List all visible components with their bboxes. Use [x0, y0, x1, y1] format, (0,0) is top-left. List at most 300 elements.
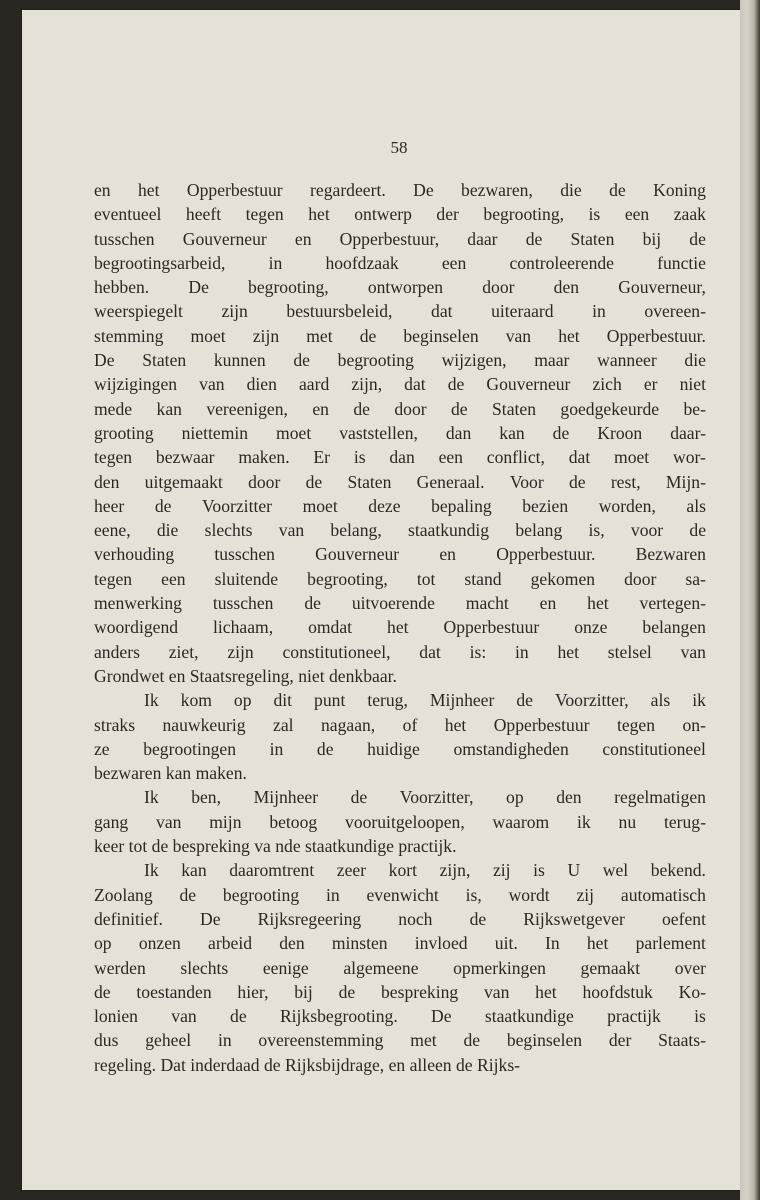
word: en	[312, 398, 329, 419]
word: invloed	[414, 933, 468, 954]
text-line	[94, 348, 706, 372]
word: er	[643, 374, 658, 395]
word: Opperbestuur	[493, 714, 590, 735]
word: kan	[156, 398, 182, 419]
word: met	[410, 1030, 437, 1051]
word: de	[230, 1006, 247, 1027]
word: de	[179, 884, 197, 905]
word: uit.	[494, 933, 518, 954]
word: zeer	[336, 860, 367, 881]
word: Voor	[509, 471, 544, 492]
word: voor	[630, 520, 664, 541]
word: ik	[577, 811, 591, 832]
word: in	[269, 738, 284, 759]
word: aard	[298, 374, 330, 395]
word: bij	[642, 228, 662, 249]
word: begrootingen	[143, 738, 237, 759]
text-line	[94, 202, 706, 226]
word: hoofdzaak	[325, 252, 399, 273]
word: de	[305, 471, 323, 492]
text-line	[94, 227, 706, 251]
word: het	[387, 617, 409, 638]
word: Gouverneur	[182, 228, 267, 249]
word: de	[350, 787, 368, 808]
word: kom	[180, 690, 212, 711]
word: practijk	[607, 1006, 661, 1027]
text-line	[94, 688, 706, 712]
word: toestanden	[136, 981, 212, 1002]
word: constitutioneel,	[282, 641, 391, 662]
word: De	[94, 350, 115, 371]
word: deze	[368, 495, 401, 516]
word: en	[439, 544, 456, 565]
word: tusschen	[214, 544, 275, 565]
text-line	[94, 518, 706, 542]
word: ben,	[191, 787, 222, 808]
word: regardeert.	[310, 180, 386, 200]
word: uiteraard	[491, 301, 554, 322]
word: en	[539, 593, 557, 614]
word: kunnen	[213, 350, 266, 371]
text-line	[94, 275, 706, 299]
text-line	[94, 737, 706, 761]
word: den	[279, 933, 305, 954]
word: terug,	[367, 690, 408, 711]
word: die	[684, 350, 706, 371]
word: tusschen	[94, 228, 155, 249]
word: gemaakt	[580, 957, 641, 978]
word: zal	[273, 714, 294, 735]
text-line	[94, 445, 706, 469]
word: zijn	[227, 641, 254, 662]
word: De	[188, 277, 209, 298]
word: begrootingsarbeid,	[94, 252, 226, 273]
word: evenwicht	[366, 884, 439, 905]
word: tusschen	[212, 593, 274, 614]
word: ontworpen	[367, 277, 444, 298]
word: bezwaren,	[461, 180, 533, 200]
word: dan	[389, 447, 415, 468]
word: het	[535, 981, 557, 1002]
word: van	[680, 641, 706, 662]
word: is	[353, 447, 366, 468]
word: kan	[499, 422, 525, 443]
word: mede	[94, 398, 133, 419]
word: Ik	[144, 690, 159, 711]
word: tegen	[94, 568, 133, 589]
word: dat	[568, 447, 591, 468]
word: Voorzitter,	[399, 787, 474, 808]
word: kan	[181, 860, 207, 881]
word: straks	[94, 714, 136, 735]
word: U	[567, 860, 581, 881]
word: wanneer	[597, 350, 657, 371]
word: moet	[614, 447, 650, 468]
text-line	[94, 1028, 706, 1052]
word: bepaling	[431, 495, 492, 516]
text-line	[94, 615, 706, 639]
word: het	[586, 933, 609, 954]
word: Er	[313, 447, 331, 468]
word: huidige	[367, 738, 420, 759]
word: rest,	[610, 471, 641, 492]
word: dat	[419, 641, 441, 662]
word: minsten	[331, 933, 388, 954]
word: Opperbestuur.	[606, 325, 706, 346]
word: de	[353, 398, 370, 419]
word: dus	[94, 1030, 119, 1051]
word: lichaam,	[213, 617, 274, 638]
word: de	[469, 908, 487, 929]
word: overeen-	[644, 301, 706, 322]
word: goedgekeurde	[560, 398, 660, 419]
text-line	[94, 567, 706, 591]
word: De	[413, 180, 434, 200]
word: van	[171, 1006, 197, 1027]
word: dat	[431, 301, 453, 322]
word: ziet,	[168, 641, 199, 662]
word: De	[199, 908, 221, 929]
word: van	[199, 374, 225, 395]
word: Opperbestuur	[443, 617, 540, 638]
word: een	[161, 568, 186, 589]
word: die	[156, 520, 179, 541]
word: is	[694, 1006, 706, 1027]
word: zijn	[252, 325, 280, 346]
word: belang	[515, 520, 563, 541]
word: Opperbestuur,	[339, 228, 440, 249]
word: het	[558, 325, 580, 346]
word: niettemin	[181, 422, 249, 443]
word: macht	[465, 593, 509, 614]
word: Zoolang	[94, 884, 153, 905]
word: tegen	[94, 447, 133, 468]
word: de	[568, 471, 586, 492]
word: is:	[469, 641, 487, 662]
word: definitief.	[94, 908, 163, 929]
word: in	[325, 884, 340, 905]
word: Staten	[347, 471, 392, 492]
word: Generaal.	[416, 471, 485, 492]
word: bij	[294, 981, 313, 1002]
text-line: Grondwet en Staatsregeling, niet denkbaar.	[94, 665, 397, 686]
word: de	[689, 520, 706, 541]
word: constitutioneel	[602, 738, 706, 759]
word: is	[533, 860, 545, 881]
word: zijn,	[439, 860, 471, 881]
word: der	[608, 1030, 632, 1051]
word: begrooting	[222, 884, 300, 905]
word: wor-	[673, 447, 706, 468]
word: moet	[302, 495, 338, 516]
word: de	[154, 495, 172, 516]
word: anders	[94, 641, 140, 662]
book-page	[22, 10, 740, 1190]
word: in	[217, 1030, 232, 1051]
word: het	[444, 714, 467, 735]
word: Kroon	[597, 422, 643, 443]
word: Ko-	[678, 981, 706, 1002]
word: daar-	[670, 422, 706, 443]
word: onzen	[138, 933, 181, 954]
text-line	[94, 785, 706, 809]
word: wel	[602, 860, 629, 881]
word: wordt	[508, 884, 550, 905]
word: die	[560, 180, 582, 200]
word: en	[94, 180, 111, 200]
word: kort	[388, 860, 418, 881]
text-line	[94, 299, 706, 323]
word: controleerende	[509, 252, 614, 273]
word: begrooting,	[248, 277, 329, 298]
word: de	[609, 180, 626, 200]
word: begrooting	[337, 350, 414, 371]
word: op	[94, 933, 112, 954]
word: door	[624, 568, 657, 589]
text-line	[94, 591, 706, 615]
word: ik	[692, 690, 706, 711]
text-line	[94, 251, 706, 275]
word: en	[294, 228, 312, 249]
word: de	[316, 738, 334, 759]
word: algemeene	[343, 957, 419, 978]
word: bezien	[522, 495, 569, 516]
word: Mijnheer	[253, 787, 319, 808]
word: belangen	[642, 617, 706, 638]
word: weerspiegelt	[94, 301, 183, 322]
word: niet	[679, 374, 706, 395]
word: functie	[657, 252, 706, 273]
text-line	[94, 397, 706, 421]
word: door	[482, 277, 515, 298]
word: uitvoerende	[351, 593, 435, 614]
text-line	[94, 421, 706, 445]
word: dit	[273, 690, 293, 711]
word: stand	[464, 568, 502, 589]
word: hier,	[237, 981, 269, 1002]
word: Gouverneur,	[618, 277, 706, 298]
word: van	[505, 325, 532, 346]
word: de	[338, 981, 356, 1002]
word: De	[431, 1006, 452, 1027]
word: als	[686, 495, 706, 516]
word: automatisch	[620, 884, 706, 905]
word: stemming	[94, 325, 164, 346]
word: vaststellen,	[339, 422, 418, 443]
word: begrooting,	[307, 568, 388, 589]
word: de	[525, 228, 543, 249]
word: een	[441, 252, 467, 273]
word: Rijkswetgever	[523, 908, 625, 929]
word: Koning	[653, 180, 706, 200]
word: slechts	[204, 520, 253, 541]
word: slechts	[180, 957, 229, 978]
word: bespreking	[381, 981, 459, 1002]
word: de	[516, 690, 533, 711]
word: moet	[190, 325, 226, 346]
word: Voorzitter	[201, 495, 273, 516]
word: Opperbestuur.	[496, 544, 596, 565]
word: zijn	[221, 301, 248, 322]
word: Gouverneur	[486, 374, 571, 395]
word: nauwkeurig	[162, 714, 246, 735]
word: zij	[576, 884, 595, 905]
word: staatkundig	[407, 520, 490, 541]
word: zaak	[673, 204, 706, 225]
word: den	[556, 787, 582, 808]
word: de	[304, 593, 321, 614]
word: terug-	[663, 811, 706, 832]
word: bekend.	[650, 860, 706, 881]
word: on-	[682, 714, 706, 735]
word: In	[545, 933, 560, 954]
word: grooting	[94, 422, 154, 443]
word: bestuursbeleid,	[286, 301, 393, 322]
word: Gouverneur	[315, 544, 400, 565]
word: den	[553, 277, 580, 298]
word: nagaan,	[320, 714, 376, 735]
word: Mijn-	[665, 471, 706, 492]
word: nu	[618, 811, 637, 832]
word: geheel	[145, 1030, 192, 1051]
word: daar	[467, 228, 498, 249]
word: betoog	[269, 811, 318, 832]
word: vereenigen,	[206, 398, 288, 419]
text-line: bezwaren kan maken.	[94, 763, 247, 784]
word: tegen	[616, 714, 656, 735]
book-gutter	[740, 0, 760, 1200]
word: waarom	[492, 811, 550, 832]
word: opmerkingen	[453, 957, 546, 978]
word: de	[293, 350, 310, 371]
word: gekomen	[530, 568, 596, 589]
word: sluitende	[214, 568, 279, 589]
word: het	[587, 593, 609, 614]
word: worden,	[598, 495, 656, 516]
word: of	[402, 714, 418, 735]
word: is,	[588, 520, 605, 541]
word: is	[588, 204, 601, 225]
word: vooruitgeloopen,	[345, 811, 465, 832]
word: Mijnheer	[429, 690, 495, 711]
word: Voorzitter,	[554, 690, 629, 711]
word: eenige	[262, 957, 309, 978]
word: omstandigheden	[453, 738, 569, 759]
word: parlement	[635, 933, 706, 954]
text-line	[94, 324, 706, 348]
word: Opperbestuur	[186, 180, 283, 200]
text-line	[94, 956, 706, 980]
body-text	[94, 178, 706, 1077]
word: Rijksbegrooting.	[279, 1006, 398, 1027]
word: met	[306, 325, 333, 346]
text-line: regeling. Dat inderdaad de Rijksbijdrage, en alleen de Rijks-	[94, 1054, 521, 1075]
word: de	[94, 981, 111, 1002]
word: ze	[94, 738, 110, 759]
word: begrooting,	[483, 204, 565, 225]
text-line	[94, 494, 706, 518]
word: conflict,	[486, 447, 545, 468]
word: dat	[404, 374, 426, 395]
word: zijn,	[351, 374, 383, 395]
word: zich	[592, 374, 622, 395]
word: staatkundige	[484, 1006, 574, 1027]
word: mijn	[209, 811, 242, 832]
word: wijzigen,	[441, 350, 507, 371]
word: van	[156, 811, 182, 832]
word: overeenstemming	[258, 1030, 384, 1051]
word: oefent	[662, 908, 706, 929]
word: eventueel	[94, 204, 162, 225]
word: maar	[534, 350, 570, 371]
word: arbeid	[208, 933, 253, 954]
word: het	[138, 180, 160, 200]
word: op	[506, 787, 524, 808]
text-line	[94, 178, 706, 202]
word: beginselen	[506, 1030, 583, 1051]
word: van	[278, 520, 305, 541]
word: door	[248, 471, 281, 492]
word: Staats-	[658, 1030, 706, 1051]
word: ontwerp	[354, 204, 412, 225]
word: regelmatigen	[614, 787, 706, 808]
word: dien	[246, 374, 277, 395]
word: hebben.	[94, 277, 150, 298]
word: moet	[276, 422, 312, 443]
word: op	[233, 690, 252, 711]
word: over	[674, 957, 706, 978]
text-line	[94, 372, 706, 396]
text-line	[94, 810, 706, 834]
word: het	[557, 641, 579, 662]
text-line	[94, 713, 706, 737]
text-line	[94, 470, 706, 494]
word: omdat	[308, 617, 353, 638]
text-line: keer tot de bespreking va nde staatkundige practijk.	[94, 836, 457, 857]
word: de	[447, 374, 465, 395]
word: uitgemaakt	[144, 471, 223, 492]
text-line	[94, 542, 706, 566]
word: lonien	[94, 1006, 138, 1027]
word: noch	[398, 908, 433, 929]
word: het	[308, 204, 330, 225]
word: dan	[445, 422, 472, 443]
word: maken.	[238, 447, 290, 468]
word: in	[592, 301, 606, 322]
word: bezwaar	[155, 447, 215, 468]
text-line	[94, 858, 706, 882]
text-line	[94, 640, 706, 664]
word: beginselen	[403, 325, 479, 346]
word: tot	[416, 568, 436, 589]
text-line	[94, 931, 706, 955]
word: onze	[574, 617, 608, 638]
word: is,	[465, 884, 482, 905]
word: heer	[94, 495, 125, 516]
word: stelsel	[607, 641, 652, 662]
word: tegen	[245, 204, 284, 225]
word: een	[438, 447, 463, 468]
text-line	[94, 907, 706, 931]
word: vertegen-	[639, 593, 706, 614]
word: Bezwaren	[635, 544, 706, 565]
text-line	[94, 1004, 706, 1028]
word: in	[268, 252, 283, 273]
word: wijzigingen	[94, 374, 178, 395]
word: punt	[314, 690, 346, 711]
word: de	[359, 325, 377, 346]
word: door	[394, 398, 427, 419]
